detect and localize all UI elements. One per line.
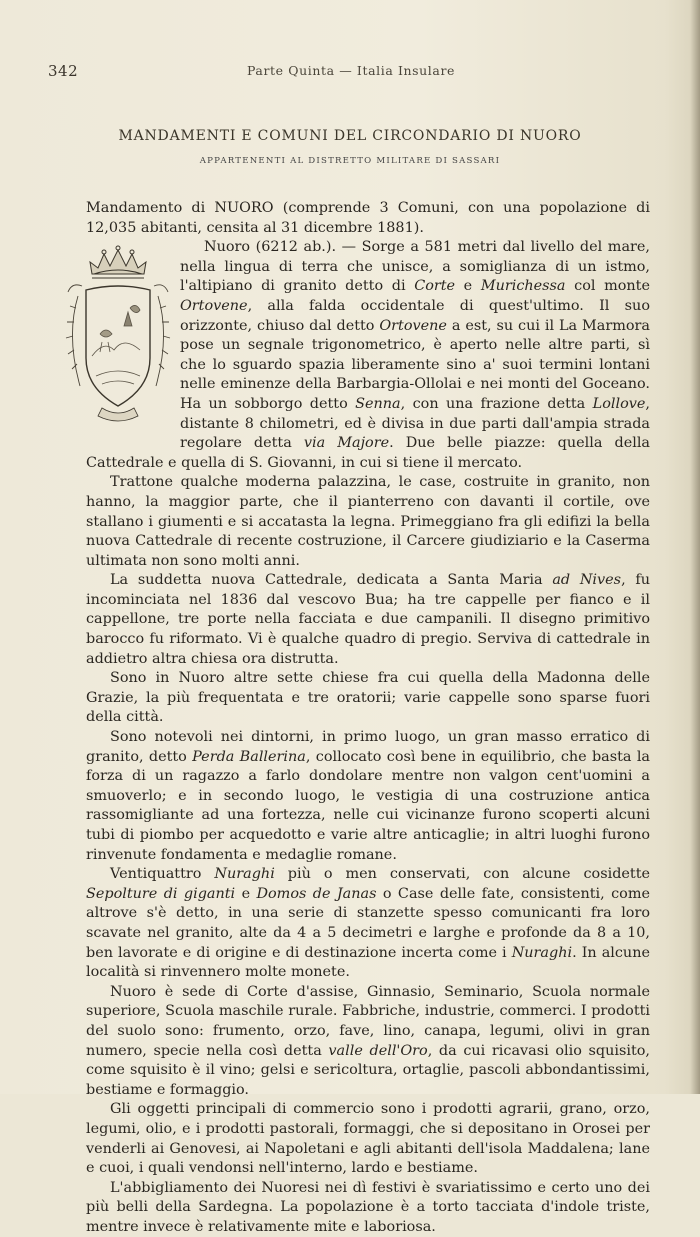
- section-title: MANDAMENTI E COMUNI DEL CIRCONDARIO DI NUORO: [118, 128, 582, 144]
- coat-of-arms-nuoro-icon: [62, 238, 172, 434]
- paragraph-sede: Nuoro è sede di Corte d'assise, Ginnasio, Seminario, Scuola normale superiore, Scuola maschile rurale. Fabbriche, industrie, commerci. I prodotti del suolo sono: frumento, orzo, fave, lino, canapa, legumi, olivi in gran numero, specie nella così detta valle dell'Oro, da cui ricavasi olio squisito, come squisito è il vino; gelsi e sericoltura, ortaglie, pascoli abbondantissimi, bestiame e formaggio.: [86, 983, 650, 1098]
- running-head: Parte Quinta — Italia Insulare: [246, 63, 456, 78]
- page-edge-shadow: [690, 0, 700, 1094]
- body-text: [86, 199, 650, 1237]
- paragraph-mandamento: Mandamento di NUORO (comprende 3 Comuni, con una popolazione di 12,035 abitanti, censita al 31 dicembre 1881).: [86, 200, 650, 236]
- page-number: 342: [48, 62, 79, 80]
- paragraph-nuraghi: Ventiquattro Nuraghi più o men conservati, con alcune cosidette Sepolture di giganti e Domos de Janas o Case delle fate, consistenti, come altrove s'è detto, in una serie di stanzette spesso comunicanti fra loro scavate nel granito, alte da 4 a 5 decimetri e larghe e profonde da 8 a 10, ben lavorate e di origine e di destinazione incerta come i Nuraghi. In alcune località si rinvennero molte monete.: [86, 866, 651, 981]
- page-header: [48, 62, 654, 82]
- paragraph-case: Trattone qualche moderna palazzina, le case, costruite in granito, non hanno, la maggior parte, che il pianterreno con davanti il cortile, ove stallano i giumenti e si accatasta la legna. Primeggiano fra gli edifizi la bella nuova Cattedrale di recente costruzione, il Carcere giudiziario e la Caserma ultimata non sono molti anni.: [86, 474, 650, 569]
- paragraph-dintorni: Sono notevoli nei dintorni, in primo luogo, un gran masso erratico di granito, detto Perda Ballerina, collocato così bene in equilibrio, che basta la forza di un ragazzo a farlo dondolare mentre non valgon cent'uomini a smuoverlo; e in secondo luogo, le vestigia di una costruzione antica rassomigliante ad una fortezza, nelle cui vicinanze furono scoperti alcuni tubi di piombo per acquedotto e varie altre anticaglie; in altri luoghi furono rinvenute fondamenta e medaglie romane.: [86, 729, 650, 863]
- paragraph-commercio: Gli oggetti principali di commercio sono i prodotti agrarii, grano, orzo, legumi, olio, e i prodotti pastorali, formaggi, che si depositano in Orosei per venderli ai Genovesi, ai Napoletani e agli abitanti dell'isola Maddalena; lane e cuoi, i quali vendonsi nell'interno, lardo e bestiame.: [86, 1101, 650, 1177]
- paragraph-chiese: Sono in Nuoro altre sette chiese fra cui quella della Madonna delle Grazie, la più frequentata e tre oratorii; varie cappelle sono sparse fuori della città.: [86, 670, 650, 726]
- paragraph-nuoro-intro: Nuoro (6212 ab.). — Sorge a 581 metri dal livello del mare, nella lingua di terra che unisce, a somiglianza di un istmo, l'altipiano di granito detto di Corte e Murichessa col monte Ortovene, alla falda occidentale di quest'ultimo. Il suo orizzonte, chiuso dal detto Ortovene a est, su cui il La Marmora pose un segnale trigonometrico, è aperto nelle altre parti, sì che lo sguardo spazia liberamente sino a' suoi termini lontani nelle eminenze della Barbargia-Ollolai e nei monti del Goceano. Ha un sobborgo detto Senna, con una frazione detta Lollove, distante 8 chilometri, ed è divisa in due parti dall'ampia strada regolare detta via Majore. Due belle piazze: quella della Cattedrale e quella di S. Giovanni, in cui si tiene il mercato.: [86, 239, 651, 471]
- paragraph-abbigliamento: L'abbigliamento dei Nuoresi nei dì festivi è svariatissimo e certo uno dei più belli della Sardegna. La popolazione è a torto tacciata d'indole triste, mentre invece è relativamente mite e laboriosa.: [86, 1179, 650, 1235]
- paragraph-cattedrale: La suddetta nuova Cattedrale, dedicata a Santa Maria ad Nives, fu incominciata nel 1836 dal vescovo Bua; ha tre cappelle per fianco e il cappellone, tre porte nella facciata e due campanili. Il disegno primitivo barocco fu riformato. Vi è qualche quadro di pregio. Serviva di cattedrale in addietro altra chiesa ora distrutta.: [86, 572, 650, 667]
- section-subtitle: APPARTENENTI AL DISTRETTO MILITARE DI SASSARI: [199, 156, 501, 166]
